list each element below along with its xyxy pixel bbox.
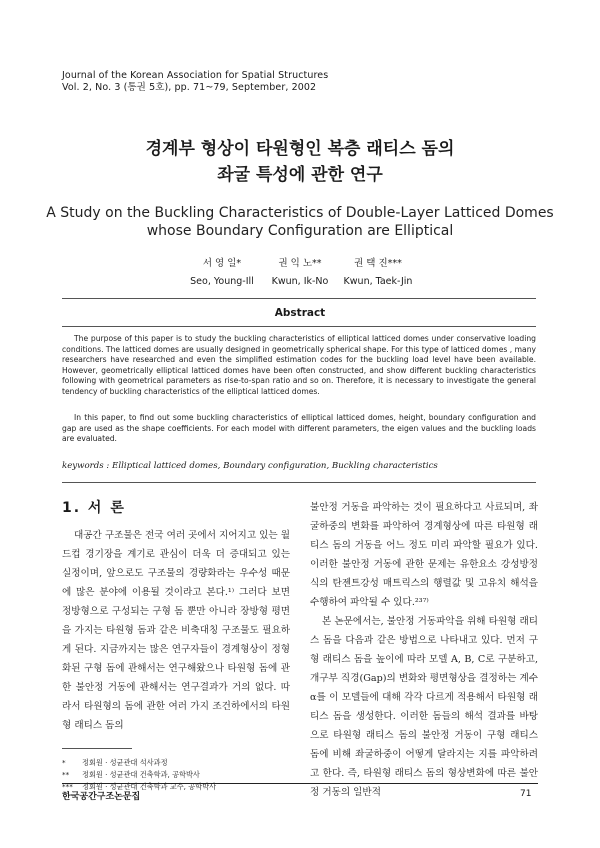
journal-header — [62, 70, 328, 94]
abstract-top-rule — [62, 298, 536, 299]
author-1-english: Seo, Young-Ill — [190, 276, 254, 287]
footnote-3-text: 정회원 · 성균관대 건축학과 교수, 공학박사 — [82, 782, 217, 791]
footnote-1 — [62, 757, 290, 769]
footnote-1-mark: * — [62, 758, 66, 767]
author-2-korean: 권 익 노** — [278, 258, 322, 269]
footnote-3-mark: *** — [62, 782, 73, 791]
right-column — [310, 498, 538, 802]
abstract-heading: Abstract — [274, 307, 326, 319]
intro-paragraph-right-1: 불안정 거동을 파악하는 것이 필요하다고 사료되며, 좌굴하중의 변화를 파악하여 경계형상에 따른 타원형 래티스 돔의 거동을 어느 정도 미리 파악할 필요가 있다. 이러한 불안정 거동에 관한 문제는 유한요소 강성방정식의 탄젠트강성 매트릭스의 행렬값 및 고유치 해석을 수행하여 파악될 수 있다.²³⁷⁾ — [310, 502, 538, 608]
english-title-line1: A Study on the Buckling Characteristics of Double-Layer Latticed Domes — [46, 205, 554, 221]
journal-name: Journal of the Korean Association for Spatial Structures — [62, 70, 329, 81]
footer-rule — [62, 783, 538, 784]
abstract-paragraph-2: In this paper, to find out some buckling characteristics of elliptical latticed domes, height, boundary configuration and gap are used as the shape coefficients. For each model with different parameters, the eigen values and the buckling loads are evaluated. — [62, 413, 536, 444]
page-number: 71 — [520, 789, 532, 799]
footnote-1-text: 정회원 · 성균관대 석사과정 — [82, 758, 168, 767]
footer-journal-name: 한국공간구조논문집 — [62, 792, 141, 802]
intro-paragraph-right-2: 본 논문에서는, 불안정 거동파악을 위해 타원형 래티스 돔을 다음과 같은 방법으로 나타내고 있다. 먼저 구형 래티스 돔을 높이에 따라 모델 A, B, C로 구분하고, 개구부 직경(Gap)의 변화와 평면형상을 결정하는 계수 α를 이 모델들에 대해 각각 다르게 적용해서 타원형 래티스 돔을 생성한다. 이러한 돔들의 해석 결과를 바탕으로 타원형 래티스 돔의 불안정 거동이 구형 래티스 돔에 비해 좌굴하중이 어떻게 달라지는 지를 파악하려고 한다. 즉, 타원형 래티스 돔의 형상변화에 따른 불안정 거동의 일반적 — [310, 616, 538, 798]
korean-title-line1: 경계부 형상이 타원형인 복층 래티스 돔의 — [145, 139, 455, 159]
intro-paragraph-left: 대공간 구조물은 전국 여러 곳에서 지어지고 있는 월드컵 경기장을 계기로 관심이 더욱 더 증대되고 있는 실정이며, 앞으로도 구조물의 경량화라는 우수성 때문에 많은 분야에 이용될 것이라고 본다.¹⁾ 그러다 보면 정방형으로 구성되는 구형 돔 뿐만 아니라 장방형 평면을 가지는 타원형 돔과 같은 비축대칭 구조물도 필요하게 된다. 지금까지는 많은 연구자들이 경계형상이 정형화된 구형 돔에 관해서는 연구해왔으나 타원형 돔에 관한 불안정 거동에 관해서는 연구결과가 거의 없다. 따라서 타원형의 돔에 관한 여러 가지 조건하에서의 타원형 래티스 돔의 — [62, 530, 290, 731]
author-2-english: Kwun, Ik-No — [271, 276, 329, 287]
author-3-english: Kwun, Taek-Jin — [343, 276, 413, 287]
footnote-rule — [62, 748, 132, 749]
left-column — [62, 526, 290, 735]
footnote-2-text: 정회원 · 성균관대 건축학과, 공학박사 — [82, 770, 200, 779]
author-3-korean: 권 택 진*** — [354, 258, 402, 269]
author-3 — [323, 255, 433, 291]
keywords: keywords : Elliptical latticed domes, Boundary configuration, Buckling characteristics — [62, 461, 438, 471]
footnotes — [62, 757, 290, 793]
abstract-paragraph-1: The purpose of this paper is to study the buckling characteristics of elliptical latticed domes under conservative loading conditions. The latticed domes are usually designed in geometrically spherical shape. For this type of latticed domes , many researchers have researched and even the simplified estimation codes for the buckling load level have been available. However, geometrically elliptical latticed domes have been often constructed, and show different buckling characteristics following with geometrical parameters as rise-to-span ratio and so on. Therefore, it is necessary to investigate the general tendency of buckling characteristics of the elliptical latticed domes. — [62, 334, 536, 396]
abstract-bottom-rule — [62, 482, 536, 483]
abstract-heading-rule — [62, 326, 536, 327]
english-title-line2: whose Boundary Configuration are Elliptical — [146, 223, 454, 239]
journal-volume-info: Vol. 2, No. 3 (통권 5호), pp. 71~79, September, 2002 — [62, 82, 317, 93]
footnote-2-mark: ** — [62, 770, 70, 779]
section-1-title: 1. 서 론 — [62, 500, 126, 516]
footnote-2 — [62, 769, 290, 781]
korean-title-line2: 좌굴 특성에 관한 연구 — [217, 165, 383, 185]
author-1-korean: 서 영 일* — [202, 258, 242, 269]
